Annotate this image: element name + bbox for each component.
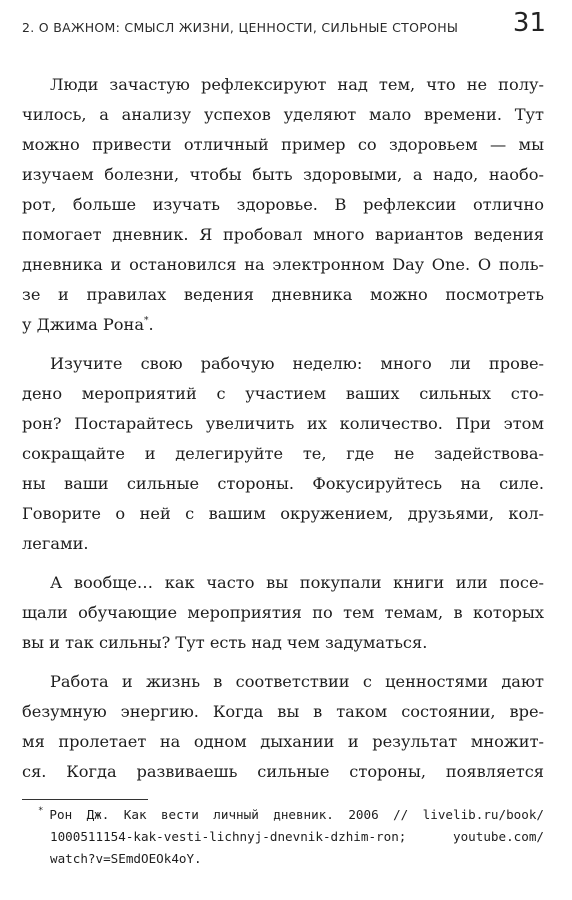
text-line: ся. Когда развиваешь сильные стороны, появляется: [22, 762, 544, 781]
running-head: 2. О ВАЖНОМ: СМЫСЛ ЖИЗНИ, ЦЕННОСТИ, СИЛЬНЫЕ СТОРОНЫ: [22, 20, 459, 35]
text-line: Люди зачастую рефлексируют над тем, что не полу-: [50, 75, 544, 94]
text-line: можно привести отличный пример со здоровьем — мы: [22, 135, 544, 154]
footnote-divider: [22, 799, 148, 800]
text-line: щали обучающие мероприятия по тем темам, в которых: [22, 603, 544, 622]
text-line: рон? Постарайтесь увеличить их количество. При этом: [22, 414, 544, 433]
footnote-line: watch?v=SEmdOEOk4oY.: [50, 851, 202, 866]
text-line: А вообще… как часто вы покупали книги или посе-: [50, 573, 544, 592]
footnote-mark: *: [38, 806, 44, 816]
text-line: безумную энергию. Когда вы в таком состоянии, вре-: [22, 702, 544, 721]
text-line: легами.: [22, 534, 89, 553]
text-line: изучаем болезни, чтобы быть здоровыми, а надо, наобо-: [22, 165, 544, 184]
text-fragment: у Джима Рона: [22, 315, 144, 334]
page-number: 31: [512, 8, 546, 38]
text-line: чилось, а анализу успехов уделяют мало времени. Тут: [22, 105, 544, 124]
paragraph: [22, 568, 544, 658]
footnote-reference[interactable]: *: [143, 316, 149, 326]
paragraph: [22, 667, 544, 787]
text-line: помогает дневник. Я пробовал много вариантов ведения: [22, 225, 544, 244]
text-line: Говорите о ней с вашим окружением, друзьями, кол-: [22, 504, 544, 523]
text-line: вы и так сильны? Тут есть над чем задуматься.: [22, 633, 428, 652]
body-text: [22, 70, 544, 787]
text-line: рот, больше изучать здоровье. В рефлексии отлично: [22, 195, 544, 214]
text-line: мя пролетает на одном дыхании и результат множит-: [22, 732, 544, 751]
paragraph: [22, 349, 544, 559]
text-fragment: .: [148, 315, 154, 334]
text-line: зе и правилах ведения дневника можно посмотреть: [22, 285, 544, 304]
footnote: [22, 804, 544, 870]
footnote-text: Рон Дж. Как вести личный дневник. 2006 // livelib.ru/book/: [49, 807, 544, 822]
text-line: сокращайте и делегируйте те, где не задействова-: [22, 444, 544, 463]
footnote-line: [22, 804, 544, 826]
text-line: Работа и жизнь в соответствии с ценностями дают: [50, 672, 544, 691]
text-line: дневника и остановился на электронном Day One. О поль-: [22, 255, 544, 274]
text-line: ны ваши сильные стороны. Фокусируйтесь на силе.: [22, 474, 544, 493]
text-line: Изучите свою рабочую неделю: много ли прове-: [50, 354, 544, 373]
text-line: дено мероприятий с участием ваших сильных сто-: [22, 384, 544, 403]
paragraph: [22, 70, 544, 340]
footnote-line: 1000511154-kak-vesti-lichnyj-dnevnik-dzhim-ron; youtube.com/: [50, 829, 544, 844]
text-line: [22, 310, 544, 340]
